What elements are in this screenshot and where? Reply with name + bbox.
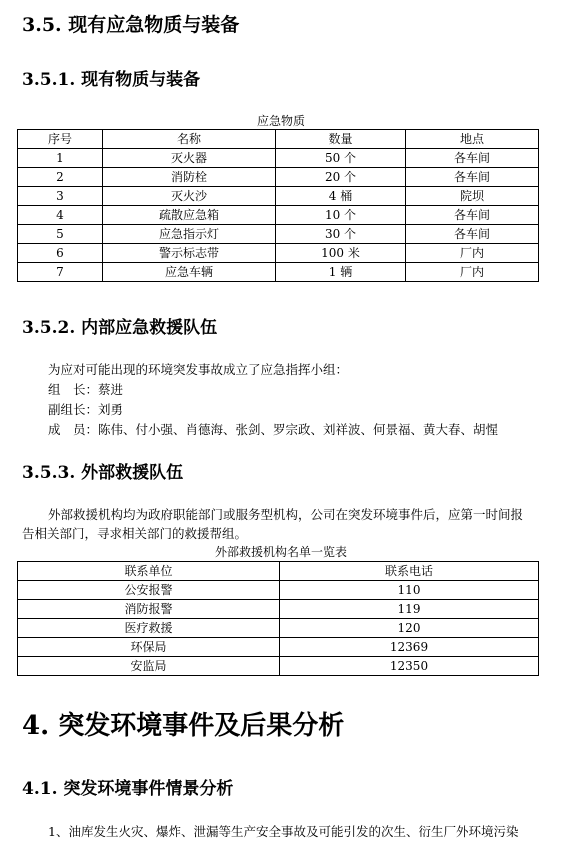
heading-3-5-2: 3.5.2. 内部应急救援队伍	[22, 318, 218, 338]
cell: 公安报警	[18, 581, 280, 600]
cell: 消防栓	[103, 168, 276, 187]
external-para-line1: 外部救援机构均为政府职能部门或服务型机构，公司在突发环境事件后，应第一时间报	[48, 507, 524, 522]
team-members: 成 员：陈伟、付小强、肖德海、张剑、罗宗政、刘祥波、何景福、黄大春、胡惺	[48, 422, 499, 437]
col-header: 联系单位	[18, 562, 280, 581]
team-leader: 组 长：蔡进	[48, 382, 124, 397]
cell: 应急车辆	[103, 263, 276, 282]
cell: 4 桶	[276, 187, 406, 206]
table-row	[18, 638, 539, 657]
cell: 1	[18, 149, 103, 168]
cell: 5	[18, 225, 103, 244]
cell: 厂内	[406, 244, 539, 263]
cell: 12350	[280, 657, 539, 676]
cell: 各车间	[406, 149, 539, 168]
table-row	[18, 263, 539, 282]
cell: 20 个	[276, 168, 406, 187]
heading-3-5-3: 3.5.3. 外部救援队伍	[22, 463, 184, 483]
cell: 3	[18, 187, 103, 206]
cell: 各车间	[406, 225, 539, 244]
cell: 环保局	[18, 638, 280, 657]
table-row	[18, 600, 539, 619]
cell: 12369	[280, 638, 539, 657]
table-row	[18, 657, 539, 676]
cell: 119	[280, 600, 539, 619]
table-row	[18, 168, 539, 187]
cell: 灭火器	[103, 149, 276, 168]
cell: 100 米	[276, 244, 406, 263]
internal-intro: 为应对可能出现的环境突发事故成立了应急指挥小组：	[48, 362, 349, 377]
team-deputy: 副组长：刘勇	[48, 402, 124, 417]
heading-3-5-1: 3.5.1. 现有物质与装备	[22, 70, 201, 90]
heading-4: 4. 突发环境事件及后果分析	[22, 711, 345, 741]
table-row	[18, 206, 539, 225]
emergency-supplies-table	[17, 129, 539, 282]
cell: 110	[280, 581, 539, 600]
cell: 警示标志带	[103, 244, 276, 263]
table-row	[18, 187, 539, 206]
cell: 院坝	[406, 187, 539, 206]
table2-caption: 外部救援机构名单一览表	[214, 545, 347, 559]
cell: 应急指示灯	[103, 225, 276, 244]
cell: 医疗救援	[18, 619, 280, 638]
col-header: 地点	[406, 130, 539, 149]
para-4-1: 1、油库发生火灾、爆炸、泄漏等生产安全事故及可能引发的次生、衍生厂外环境污染	[48, 824, 519, 839]
heading-4-1: 4.1. 突发环境事件情景分析	[22, 779, 234, 799]
cell: 疏散应急箱	[103, 206, 276, 225]
table-row	[18, 619, 539, 638]
col-header: 序号	[18, 130, 103, 149]
cell: 50 个	[276, 149, 406, 168]
cell: 安监局	[18, 657, 280, 676]
cell: 2	[18, 168, 103, 187]
heading-3-5: 3.5. 现有应急物质与装备	[22, 14, 240, 36]
cell: 120	[280, 619, 539, 638]
table-row	[18, 149, 539, 168]
cell: 4	[18, 206, 103, 225]
cell: 消防报警	[18, 600, 280, 619]
cell: 6	[18, 244, 103, 263]
table-row	[18, 581, 539, 600]
external-rescue-table	[17, 561, 539, 676]
cell: 各车间	[406, 206, 539, 225]
external-para-line2: 告相关部门，寻求相关部门的救援帮组。	[22, 526, 248, 541]
col-header: 联系电话	[280, 562, 539, 581]
table1-caption: 应急物质	[256, 114, 305, 128]
table-header-row	[18, 130, 539, 149]
col-header: 名称	[103, 130, 276, 149]
cell: 1 辆	[276, 263, 406, 282]
cell: 30 个	[276, 225, 406, 244]
col-header: 数量	[276, 130, 406, 149]
cell: 各车间	[406, 168, 539, 187]
cell: 灭火沙	[103, 187, 276, 206]
table-row	[18, 225, 539, 244]
table-row	[18, 244, 539, 263]
table-header-row	[18, 562, 539, 581]
cell: 厂内	[406, 263, 539, 282]
cell: 7	[18, 263, 103, 282]
cell: 10 个	[276, 206, 406, 225]
